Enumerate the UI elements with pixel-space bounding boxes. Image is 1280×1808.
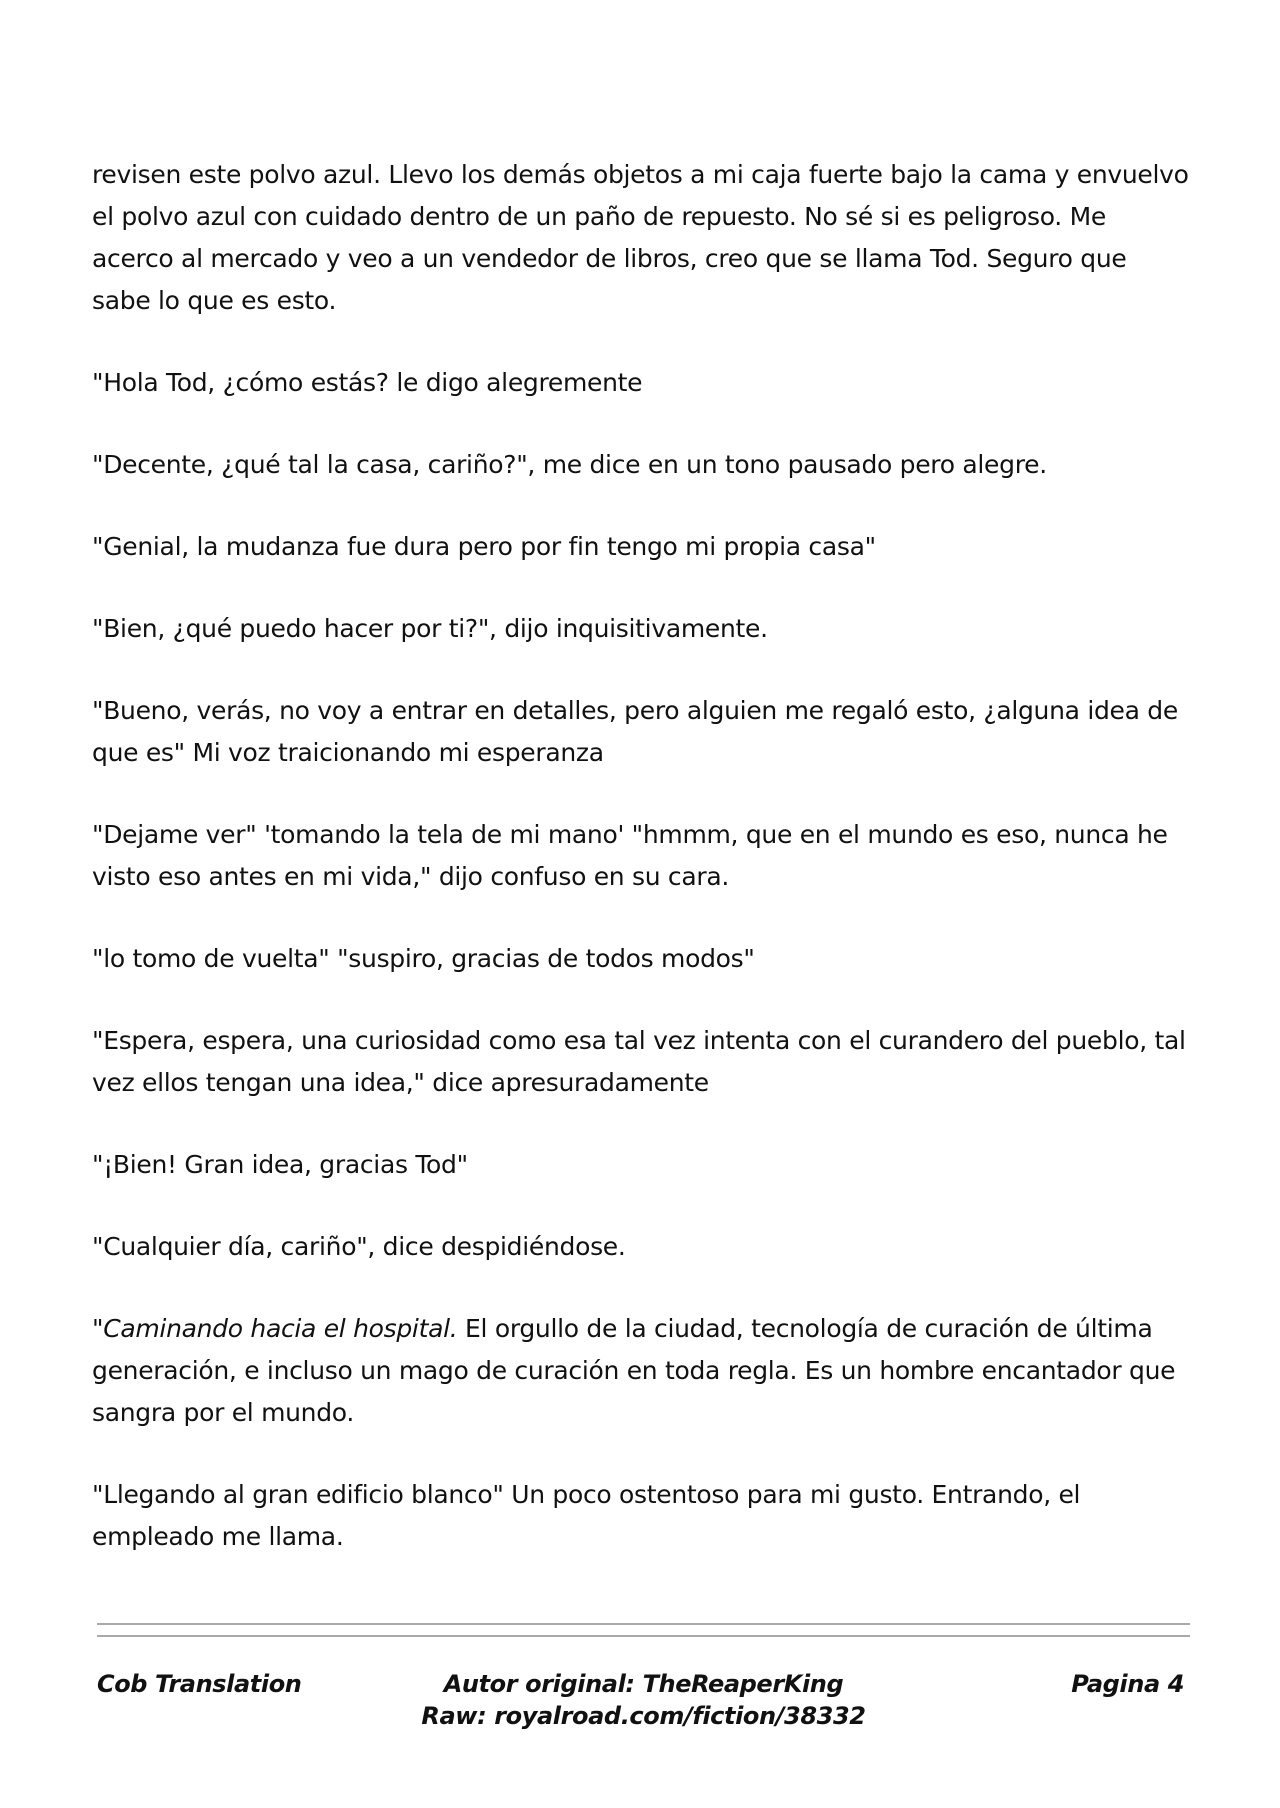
paragraph: "Decente, ¿qué tal la casa, cariño?", me dice en un tono pausado pero alegre. — [92, 450, 1047, 479]
paragraph: "¡Bien! Gran idea, gracias Tod" — [92, 1150, 468, 1179]
paragraph-quote-mark: " — [92, 1314, 104, 1343]
paragraph: "Genial, la mudanza fue dura pero por fin tengo mi propia casa" — [92, 532, 876, 561]
paragraph: revisen este polvo azul. Llevo los demás objetos a mi caja fuerte bajo la cama y envuelvo el polvo azul con cuidado dentro de un paño de repuesto. No sé si es peligroso. Me acerco al mercado y veo a un vendedor de libros, creo que se llama Tod. Seguro que sabe lo que es esto. — [92, 160, 1189, 315]
paragraph: "Bueno, verás, no voy a entrar en detalles, pero alguien me regaló esto, ¿alguna idea de que es" Mi voz traicionando mi esperanza — [92, 696, 1178, 767]
paragraph: "Bien, ¿qué puedo hacer por ti?", dijo inquisitivamente. — [92, 614, 768, 643]
footer-divider-bottom — [97, 1635, 1190, 1637]
footer-raw-source: Raw: royalroad.com/fiction/38332 — [421, 1702, 866, 1730]
paragraph-italic-text: Caminando hacia el hospital. — [103, 1314, 458, 1343]
paragraph: "Espera, espera, una curiosidad como esa tal vez intenta con el curandero del pueblo, tal vez ellos tengan una idea," dice apresuradamente — [92, 1026, 1186, 1097]
paragraph: "Cualquier día, cariño", dice despidiéndose. — [92, 1232, 626, 1261]
footer-credits — [97, 1668, 1190, 1732]
paragraph-rest-text: El orgullo de la ciudad, tecnología de curación de última generación, e incluso un mago de curación en toda regla. Es un hombre encantador que sangra por el mundo. — [92, 1314, 1176, 1427]
footer-original-author: Autor original: TheReaperKing — [443, 1670, 844, 1698]
paragraph: "Dejame ver" 'tomando la tela de mi mano' "hmmm, que en el mundo es eso, nunca he visto eso antes en mi vida," dijo confuso en su cara. — [92, 820, 1168, 891]
paragraph: "lo tomo de vuelta" "suspiro, gracias de todos modos" — [92, 944, 755, 973]
paragraph: "Hola Tod, ¿cómo estás? le digo alegremente — [92, 368, 643, 397]
paragraph-with-italic — [92, 1308, 1190, 1434]
footer-page-number: Pagina 4 — [1071, 1670, 1184, 1698]
footer-divider-top — [97, 1623, 1190, 1625]
footer-translator: Cob Translation — [97, 1670, 302, 1698]
page-body — [92, 154, 1190, 1598]
paragraph: "Llegando al gran edificio blanco" Un poco ostentoso para mi gusto. Entrando, el empleado me llama. — [92, 1480, 1081, 1551]
